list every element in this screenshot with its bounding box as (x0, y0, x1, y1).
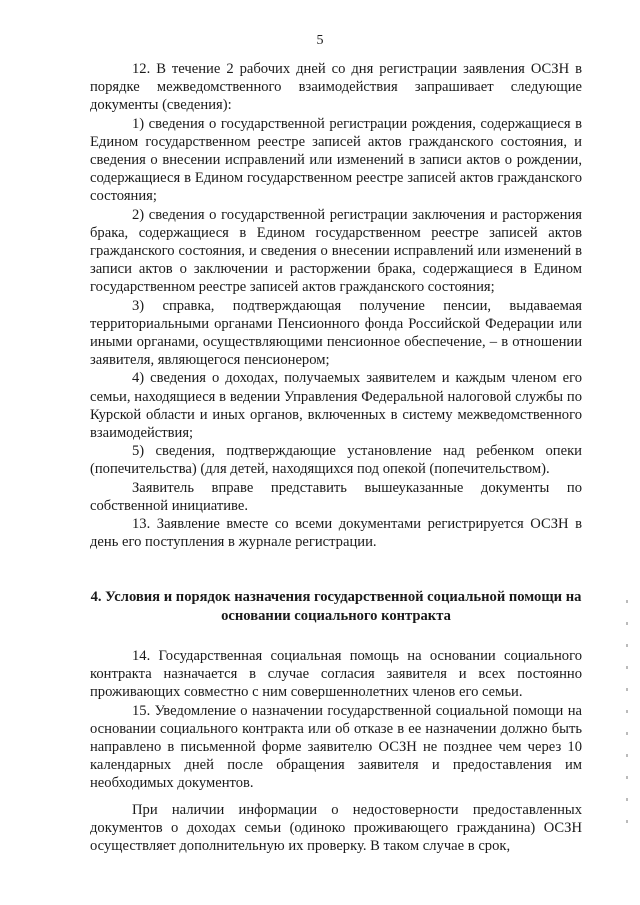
paragraph-12-note: Заявитель вправе представить вышеуказанные документы по собственной инициативе. (90, 479, 582, 514)
paragraph-12-item-4: 4) сведения о доходах, получаемых заявителем и каждым членом его семьи, находящиеся в ведении Управления Федеральной налоговой службы по Курской области и иных органов, включенных в систему межведомственного взаимодействия; (90, 370, 582, 442)
paragraph-12: 12. В течение 2 рабочих дней со дня регистрации заявления ОСЗН в порядке межведомственного взаимодействия запрашивает следующие документы (сведения): (90, 61, 582, 114)
paragraph-15: 15. Уведомление о назначении государственной социальной помощи на основании социального контракта или об отказе в ее назначении должно быть направлено в письменной форме заявителю ОСЗН не позднее чем через 10 календарных дней после обращения заявителя и предоставления им необходимых документов. (90, 702, 582, 792)
section-heading: 4. Условия и порядок назначения государственной социальной помощи на основании социального контракта (90, 589, 582, 624)
paragraph-12-item-3: 3) справка, подтверждающая получение пенсии, выдаваемая территориальными органами Пенсионного фонда Российской Федерации или иными органами, осуществляющими пенсионное обеспечение, – в отношении заявителя, являющегося пенсионером; (90, 297, 582, 369)
page-number: 5 (316, 33, 324, 48)
scan-edge-marks (626, 600, 628, 840)
paragraph-15-continued: При наличии информации о недостоверности предоставленных документов о доходах семьи (одиноко проживающего гражданина) ОСЗН осуществляет дополнительную их проверку. В таком случае в срок, (90, 801, 582, 854)
paragraph-12-item-2: 2) сведения о государственной регистрации заключения и расторжения брака, содержащиеся в Едином государственном реестре записей актов гражданского состояния, и сведения о внесении исправлений или изменений в записи актов о заключении и расторжении брака, содержащиеся в Едином государственном реестре записей актов гражданского состояния; (90, 206, 582, 296)
paragraph-12-item-1: 1) сведения о государственной регистрации рождения, содержащиеся в Едином государственном реестре записей актов гражданского состояния, и сведения о внесении исправлений или изменений в записи актов о рождении, содержащиеся в Едином государственном реестре записей актов гражданского состояния; (90, 115, 582, 205)
paragraph-14: 14. Государственная социальная помощь на основании социального контракта назначается в случае согласия заявителя и всех постоянно проживающих совместно с ним совершеннолетних членов его семьи. (90, 647, 582, 701)
paragraph-12-item-5: 5) сведения, подтверждающие установление над ребенком опеки (попечительства) (для детей, находящихся под опекой (попечительством). (90, 443, 582, 478)
document-body (90, 60, 582, 855)
paragraph-13: 13. Заявление вместе со всеми документами регистрируется ОСЗН в день его поступления в журнале регистрации. (90, 516, 582, 551)
